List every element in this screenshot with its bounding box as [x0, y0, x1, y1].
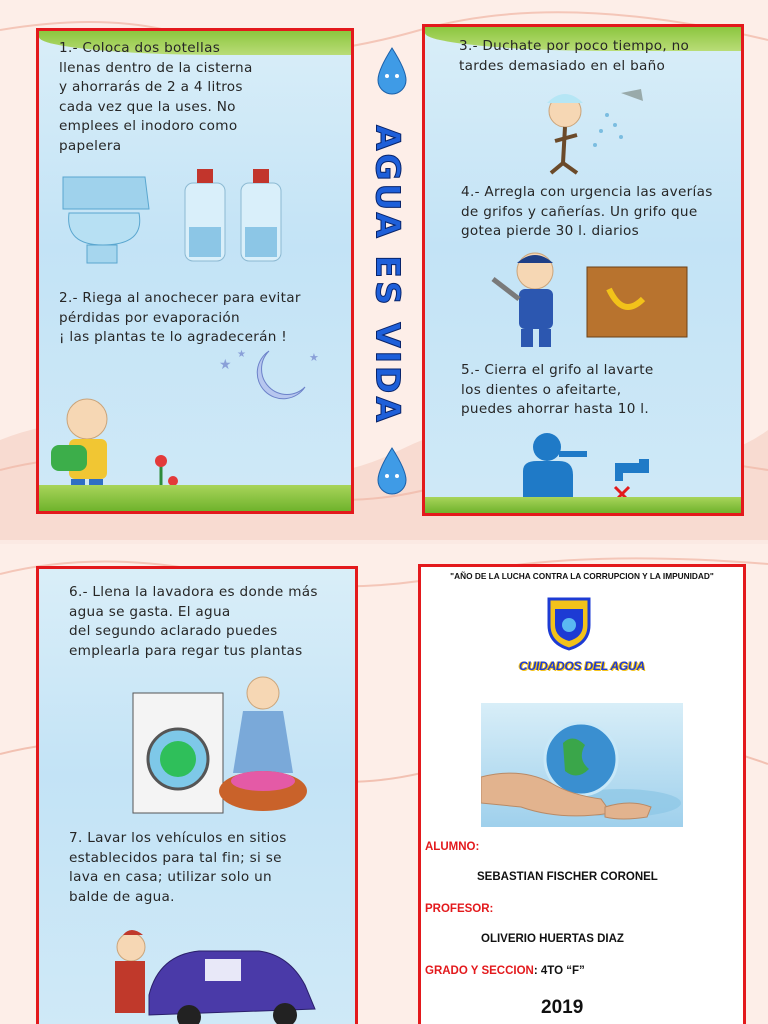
- student-name: SEBASTIAN FISCHER CORONEL: [477, 871, 658, 883]
- svg-text:★: ★: [219, 356, 232, 372]
- side-title-text: AGUA ES VIDA: [368, 125, 408, 425]
- tip-1-text: 1.- Coloca dos botellas llenas dentro de la cisterna y ahorrarás de 2 a 4 litros cada vez que la uses. No emplees el inodoro como papelera: [59, 40, 253, 154]
- side-title: [360, 110, 416, 440]
- car-washing-illustration: [109, 925, 329, 1024]
- water-drop-mascot-top: [374, 46, 410, 100]
- cover-panel: [418, 564, 746, 1024]
- shower-illustration: [525, 85, 655, 175]
- grass-ground: [39, 485, 351, 511]
- tip-5-text: 5.- Cierra el grifo al lavarte los dientes o afeitarte, puedes ahorrar hasta 10 l.: [461, 362, 654, 417]
- tip-6-text: 6.- Llena la lavadora es donde más agua se gasta. El agua del segundo aclarado puedes emplearla para regar tus plantas: [69, 584, 318, 659]
- panel-tips-1-2: [36, 28, 354, 514]
- student-label: ALUMNO:: [425, 841, 480, 853]
- tip-4-text: 4.- Arregla con urgencia las averías de grifos y cañerías. Un grifo que gotea pierde 30 l. diarios: [461, 184, 713, 239]
- motto-text: "AÑO DE LA LUCHA CONTRA LA CORRUPCION Y LA IMPUNIDAD": [450, 571, 714, 581]
- cover-title: CUIDADOS DEL AGUA: [519, 659, 645, 673]
- tip-3-text: 3.- Duchate por poco tiempo, no tardes demasiado en el baño: [459, 38, 690, 74]
- brushing-teeth-faucet-illustration: [519, 429, 669, 505]
- tip-7-text: 7. Lavar los vehículos en sitios establecidos para tal fin; si se lava en casa; utilizar solo un balde de agua.: [69, 830, 287, 905]
- panel-tips-6-7: [36, 566, 358, 1024]
- brochure-inner-side: [0, 544, 768, 1024]
- grade-label: GRADO Y SECCION: [425, 965, 534, 977]
- hands-holding-water-globe-image: [481, 703, 683, 827]
- water-drop-mascot-bottom: [374, 446, 410, 500]
- teacher-name: OLIVERIO HUERTAS DIAZ: [481, 933, 624, 945]
- school-crest-logo: [545, 595, 593, 651]
- moon-stars-illustration: [209, 347, 319, 403]
- plumber-illustration: [483, 249, 693, 353]
- grade-value: : 4TO “F”: [533, 965, 585, 977]
- grass-ground: [425, 497, 741, 513]
- svg-text:★: ★: [309, 352, 319, 364]
- year-text: 2019: [541, 997, 584, 1018]
- svg-text:★: ★: [237, 349, 246, 360]
- tip-2-text: 2.- Riega al anochecer para evitar pérdidas por evaporación ¡ las plantas te lo agradecerán !: [59, 290, 301, 345]
- grade-row: [425, 965, 585, 977]
- teacher-label: PROFESOR:: [425, 903, 494, 915]
- washing-machine-illustration: [123, 673, 323, 823]
- toilet-bottles-illustration: [57, 167, 297, 267]
- panel-tips-3-5: [422, 24, 744, 516]
